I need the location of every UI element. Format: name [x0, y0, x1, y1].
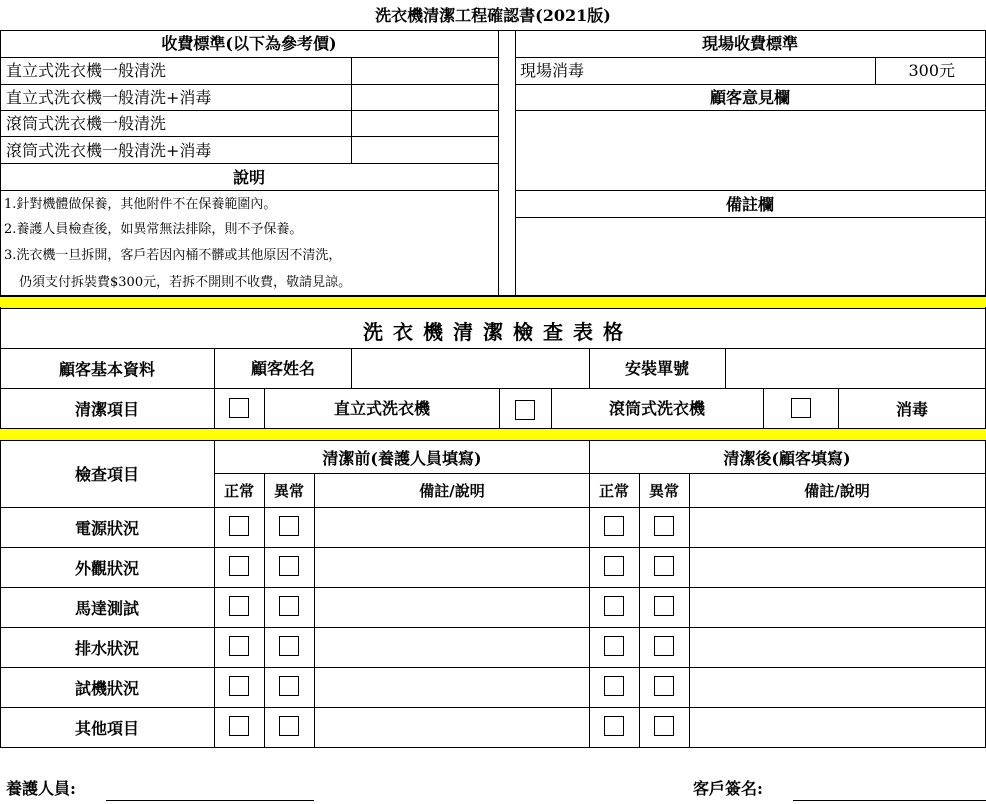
remark-label: 備註/說明 — [419, 482, 485, 500]
price-cell[interactable] — [353, 59, 497, 83]
price-cell[interactable] — [353, 86, 497, 109]
check-item-name: 馬達測試 — [74, 599, 140, 618]
pricing-header: 收費標準(以下為參考價) — [161, 34, 337, 53]
note-item: 1.針對機體做保養，其他附件不在保養範圍內。 — [4, 197, 277, 212]
customer-sign-label: 客戶簽名: — [693, 779, 763, 798]
abnormal-checkbox[interactable] — [654, 596, 674, 616]
remark-input[interactable] — [691, 669, 984, 706]
before-label: 清潔前(養護人員填寫) — [322, 449, 482, 468]
remark-input[interactable] — [316, 549, 588, 586]
customer-name-label: 顧客姓名 — [250, 359, 316, 378]
page-title: 洗衣機清潔工程確認書(2021版) — [375, 6, 611, 25]
note-item: 3.洗衣機一旦拆開，客戶若因內桶不髒或其他原因不清洗， — [4, 248, 342, 263]
onsite-price: 300元 — [908, 61, 955, 80]
abnormal-checkbox[interactable] — [279, 716, 299, 736]
check-item-name: 電源狀況 — [74, 519, 140, 538]
remark-input[interactable] — [691, 549, 984, 586]
abnormal-checkbox[interactable] — [654, 516, 674, 536]
abnormal-checkbox[interactable] — [279, 676, 299, 696]
pricing-row: 滾筒式洗衣機一般清洗 — [6, 114, 167, 133]
normal-checkbox[interactable] — [604, 556, 624, 576]
check-item-name: 其他項目 — [74, 719, 140, 738]
divider-band — [0, 428, 986, 441]
pricing-row: 直立式洗衣機一般清洗 — [6, 61, 167, 80]
abnormal-checkbox[interactable] — [654, 676, 674, 696]
option-label: 直立式洗衣機 — [333, 399, 431, 418]
install-no-label: 安裝單號 — [624, 359, 690, 378]
remark-header: 備註欄 — [725, 195, 775, 214]
cleaning-item-label: 清潔項目 — [74, 400, 140, 419]
onsite-header: 現場收費標準 — [701, 34, 799, 53]
check-item-label: 檢查項目 — [74, 465, 140, 484]
opinion-field[interactable] — [517, 112, 984, 189]
normal-checkbox[interactable] — [604, 716, 624, 736]
remark-label: 備註/說明 — [804, 482, 870, 500]
abnormal-label: 異常 — [273, 482, 305, 500]
remark-input[interactable] — [691, 709, 984, 746]
price-cell[interactable] — [353, 138, 497, 162]
option-checkbox[interactable] — [229, 398, 249, 418]
option-checkbox[interactable] — [791, 398, 811, 418]
customer-name-field[interactable] — [353, 350, 588, 387]
onsite-item: 現場消毒 — [520, 61, 585, 80]
install-no-field[interactable] — [727, 350, 984, 387]
inspection-title: 洗衣機清潔檢查表格 — [363, 320, 633, 344]
customer-info-label: 顧客基本資料 — [58, 360, 156, 379]
remark-input[interactable] — [316, 709, 588, 746]
normal-checkbox[interactable] — [604, 516, 624, 536]
abnormal-checkbox[interactable] — [654, 636, 674, 656]
remark-input[interactable] — [691, 509, 984, 546]
normal-checkbox[interactable] — [229, 516, 249, 536]
remark-input[interactable] — [691, 589, 984, 626]
option-label: 消毒 — [895, 400, 929, 419]
check-item-name: 試機狀況 — [74, 679, 140, 698]
remark-input[interactable] — [691, 629, 984, 666]
normal-checkbox[interactable] — [604, 636, 624, 656]
option-label: 滾筒式洗衣機 — [608, 399, 706, 418]
normal-checkbox[interactable] — [229, 556, 249, 576]
pricing-row: 直立式洗衣機一般清洗+消毒 — [6, 88, 212, 107]
note-item: 2.養護人員檢查後，如異常無法排除，則不予保養。 — [4, 222, 303, 237]
customer-signature-field[interactable] — [793, 778, 986, 800]
normal-label: 正常 — [598, 482, 630, 500]
staff-signature-field[interactable] — [106, 778, 314, 800]
normal-checkbox[interactable] — [229, 716, 249, 736]
abnormal-checkbox[interactable] — [279, 556, 299, 576]
abnormal-checkbox[interactable] — [279, 636, 299, 656]
abnormal-checkbox[interactable] — [279, 596, 299, 616]
option-checkbox[interactable] — [515, 400, 535, 420]
abnormal-checkbox[interactable] — [279, 516, 299, 536]
divider-band — [0, 296, 986, 309]
normal-checkbox[interactable] — [229, 636, 249, 656]
pricing-row: 滾筒式洗衣機一般清洗+消毒 — [6, 141, 212, 160]
abnormal-label: 異常 — [648, 482, 680, 500]
check-item-name: 排水狀況 — [74, 639, 140, 658]
remark-input[interactable] — [316, 629, 588, 666]
normal-checkbox[interactable] — [229, 596, 249, 616]
check-item-name: 外觀狀況 — [74, 559, 140, 578]
remark-input[interactable] — [316, 509, 588, 546]
remark-field[interactable] — [517, 219, 984, 294]
opinion-header: 顧客意見欄 — [709, 88, 791, 107]
staff-label: 養護人員: — [6, 779, 76, 798]
normal-label: 正常 — [223, 482, 255, 500]
notes-header: 說明 — [232, 168, 266, 187]
abnormal-checkbox[interactable] — [654, 556, 674, 576]
remark-input[interactable] — [316, 669, 588, 706]
normal-checkbox[interactable] — [604, 676, 624, 696]
after-label: 清潔後(顧客填寫) — [723, 449, 851, 468]
remark-input[interactable] — [316, 589, 588, 626]
normal-checkbox[interactable] — [229, 676, 249, 696]
price-cell[interactable] — [353, 112, 497, 135]
abnormal-checkbox[interactable] — [654, 716, 674, 736]
normal-checkbox[interactable] — [604, 596, 624, 616]
note-item: 仍須支付拆裝費$300元，若拆不開則不收費，敬請見諒。 — [19, 275, 352, 290]
